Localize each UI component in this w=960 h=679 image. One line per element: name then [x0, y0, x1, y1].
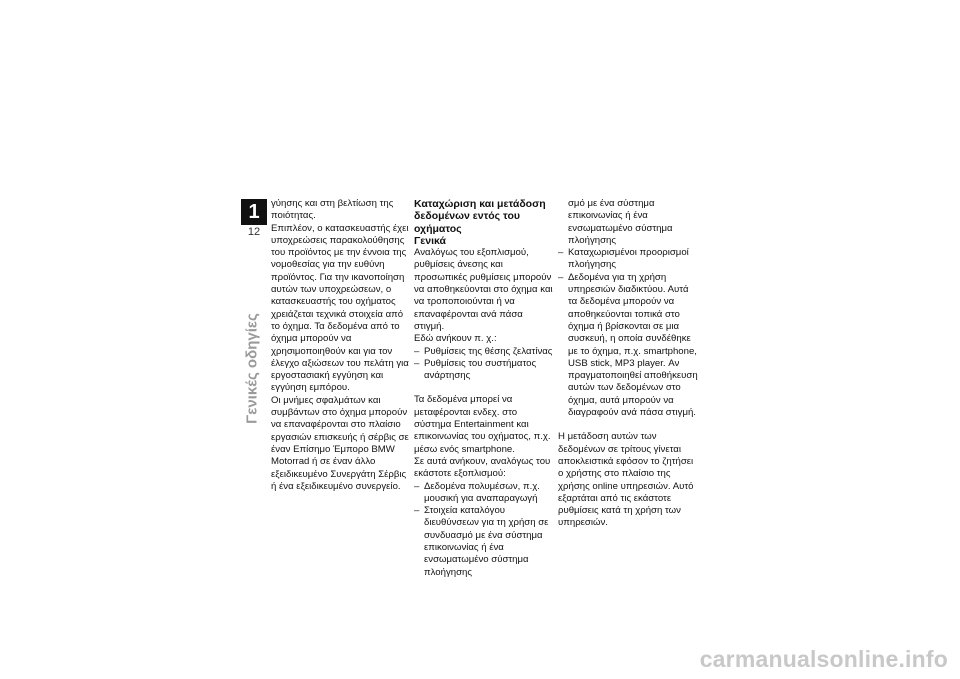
- paragraph: Οι μνήμες σφαλμάτων και συμβάντων στο όχημα μπορούν να επαναφέρονται στο πλαίσιο εργασιών επισκευής ή σέρβις σε έναν Επίσημο Έμπορο BMW Motorrad ή σε έναν άλλο εξειδικευμένο Συνεργάτη Σέρβις ή ένα εξειδικευμένο συνεργείο.: [271, 394, 409, 492]
- list-item: – Στοιχεία καταλόγου διευθύνσεων για τη χρήση σε συνδυασμό με ένα σύστημα επικοινωνίας ή ένα ενσωματωμένο σύστημα πλοήγησης: [414, 505, 554, 579]
- list-item: – Δεδομένα πολυμέσων, π.χ. μουσική για αναπαραγωγή: [414, 481, 554, 506]
- text-column-2: [414, 198, 554, 578]
- page-number: 12: [247, 226, 261, 238]
- list-item: – Καταχωρισμένοι προορισμοί πλοήγησης: [558, 247, 698, 272]
- section-subheading: Γενικά: [414, 234, 447, 247]
- paragraph: γύησης και στη βελτίωση της ποιότητας.: [271, 198, 394, 222]
- list-item: – Δεδομένα για τη χρήση υπηρεσιών διαδικτύου. Αυτά τα δεδομένα μπορούν να αποθηκεύονται τοπικά στο όχημα ή βρίσκονται σε μια συσκευή, η οποία συνδέθηκε με το όχημα, π.χ. smartphone, USB stick, MP3 player. Αν πραγματοποιηθεί αποθήκευση αυτών των δεδομένων στο όχημα, αυτά μπορούν να διαγραφούν ανά πάσα στιγμή.: [558, 272, 698, 420]
- paragraph: Εδώ ανήκουν π. χ.:: [414, 333, 497, 345]
- continued-text: σμό με ένα σύστημα επικοινωνίας ή ένα ενσωματωμένο σύστημα πλοήγησης: [568, 198, 673, 246]
- text-column-1: [271, 198, 411, 505]
- bullet-list: [414, 505, 554, 578]
- watermark-logo: carmanualsonline.info: [699, 646, 948, 672]
- paragraph: Αναλόγως του εξοπλισμού, ρυθμίσεις άνεσης και προσωπικές ρυθμίσεις μπορούν να αποθηκεύονται στο όχημα και να τροποποιούνται ή να επαναφέρονται ανά πάσα στιγμή.: [414, 247, 553, 332]
- paragraph: Η μετάδοση αυτών των δεδομένων σε τρίτους γίνεται αποκλειστικά εφόσον το ζητήσει ο χρήστης στο πλαίσιο της χρήσης online υπηρεσιών. Αυτό εξαρτάται από τις εκάστοτε ρυθμίσεις κατά τη χρήση των υπηρεσιών.: [558, 431, 694, 529]
- bullet-list: [414, 481, 554, 506]
- text-column-3: [558, 198, 698, 542]
- paragraph: Σε αυτά ανήκουν, αναλόγως του εκάστοτε εξοπλισμού:: [414, 455, 551, 480]
- chapter-side-title: Γενικές οδηγίες: [243, 313, 261, 424]
- paragraph: Επιπλέον, ο κατασκευαστής έχει υποχρεώσεις παρακολούθησης του προϊόντος με την έννοια της νομοθεσίας για την ευθύνη προϊόντος. Για την ικανοποίηση αυτών των υποχρεώσεων, ο κατασκευαστής του οχήματος χρειάζεται τεχνικά στοιχεία από το όχημα. Τα δεδομένα από το όχημα μπορούν να χρησιμοποιηθούν και για τον έλεγχο αξιώσεων του πελάτη για εργοστασιακή εγγύηση και εγγύηση εμπόρου.: [271, 222, 409, 394]
- paragraph: Τα δεδομένα μπορεί να μεταφέρονται ενδεχ. στο σύστημα Entertainment και επικοινωνίας του οχήματος, π.χ. μέσω ενός smartphone.: [414, 394, 551, 455]
- bullet-list: [414, 346, 554, 383]
- list-item: – Ρυθμίσεις του συστήματος ανάρτησης: [414, 358, 554, 383]
- list-item: – Ρυθμίσεις της θέσης ζελατίνας: [414, 346, 554, 358]
- chapter-number-tab: 1: [241, 199, 267, 225]
- bullet-list: [558, 247, 698, 419]
- section-heading: Καταχώριση και μετάδοση δεδομένων εντός του οχήματος: [414, 198, 546, 235]
